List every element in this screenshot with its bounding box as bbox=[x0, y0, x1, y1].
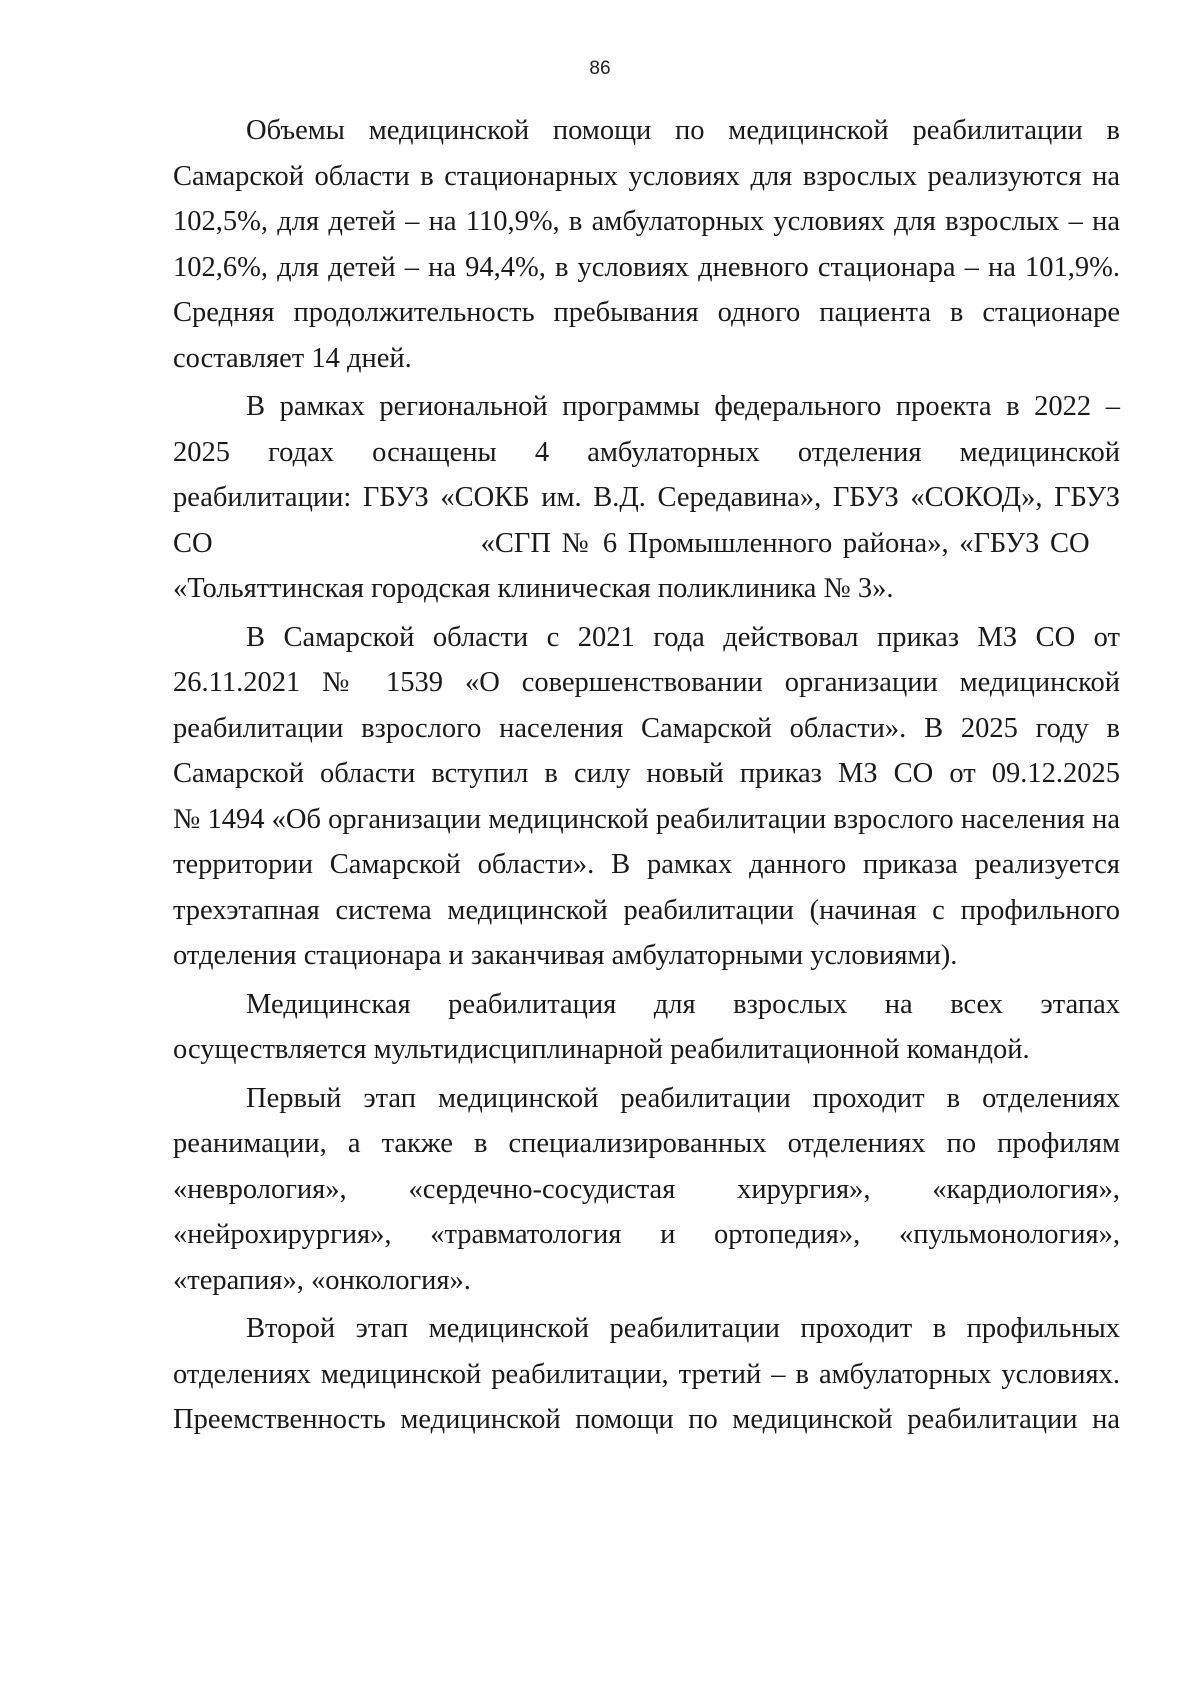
text-line: осуществляется мультидисциплинарной реабилитационной командой. bbox=[173, 1034, 1030, 1065]
paragraph-4 bbox=[173, 982, 1120, 1073]
text-line: Медицинская реабилитация для взрослых на всех этапах bbox=[246, 988, 1120, 1020]
text-line: «нейрохирургия», «травматология и ортопедия», «пульмонология», bbox=[173, 1219, 1120, 1250]
text-line: Второй этап медицинской реабилитации проходит в профильных bbox=[246, 1313, 1120, 1344]
page-number: 86 bbox=[589, 58, 611, 79]
text-line: Первый этап медицинской реабилитации проходит в отделениях bbox=[246, 1082, 1120, 1114]
text-fragment: СО bbox=[173, 527, 213, 559]
text-line: территории Самарской области». В рамках данного приказа реализуется bbox=[173, 849, 1120, 880]
text-line: В рамках региональной программы федерального проекта в 2022 – bbox=[246, 391, 1120, 422]
paragraph-1 bbox=[173, 108, 1120, 381]
text-fragment: «СГП № 6 Промышленного района», «ГБУЗ СО bbox=[480, 527, 1090, 559]
document-body bbox=[173, 108, 1120, 1443]
text-line-split bbox=[173, 521, 1120, 567]
text-line: реабилитации взрослого населения Самарской области». В 2025 году в bbox=[173, 712, 1120, 744]
text-line: реанимации, а также в специализированных отделениях по профилям bbox=[173, 1128, 1120, 1159]
text-line: Объемы медицинской помощи по медицинской реабилитации в bbox=[246, 115, 1120, 146]
text-line: «Тольяттинская городская клиническая поликлиника № 3». bbox=[173, 573, 894, 604]
text-line: 2025 годах оснащены 4 амбулаторных отделения медицинской bbox=[173, 436, 1120, 468]
text-line: отделениях медицинской реабилитации, третий – в амбулаторных условиях. bbox=[173, 1358, 1120, 1390]
paragraph-6 bbox=[173, 1306, 1120, 1443]
text-line: 26.11.2021 № 1539 «О совершенствовании организации медицинской bbox=[173, 667, 1120, 698]
text-line: Преемственность медицинской помощи по медицинской реабилитации на bbox=[173, 1404, 1120, 1435]
paragraph-3 bbox=[173, 615, 1120, 979]
text-line: Самарской области в стационарных условиях для взрослых реализуются на bbox=[173, 160, 1120, 192]
text-line: «терапия», «онкология». bbox=[173, 1264, 471, 1296]
text-line: трехэтапная система медицинской реабилитации (начиная с профильного bbox=[173, 894, 1120, 926]
text-line: реабилитации: ГБУЗ «СОКБ им. В.Д. Середавина», ГБУЗ «СОКОД», ГБУЗ bbox=[173, 482, 1120, 513]
text-line: Самарской области вступил в силу новый приказ МЗ СО от 09.12.2025 bbox=[173, 758, 1120, 789]
text-line: № 1494 «Об организации медицинской реабилитации взрослого населения на bbox=[173, 803, 1120, 835]
paragraph-2 bbox=[173, 384, 1120, 612]
text-line: Средняя продолжительность пребывания одного пациента в стационаре bbox=[173, 297, 1120, 328]
text-line: «неврология», «сердечно-сосудистая хирургия», «кардиология», bbox=[173, 1173, 1120, 1205]
text-line: 102,5%, для детей – на 110,9%, в амбулаторных условиях для взрослых – на bbox=[173, 206, 1120, 237]
text-line: составляет 14 дней. bbox=[173, 342, 412, 374]
text-line: В Самарской области с 2021 года действовал приказ МЗ СО от bbox=[246, 621, 1120, 653]
text-line: отделения стационара и заканчивая амбулаторными условиями). bbox=[173, 940, 958, 971]
text-line: 102,6%, для детей – на 94,4%, в условиях дневного стационара – на 101,9%. bbox=[173, 251, 1120, 283]
paragraph-5 bbox=[173, 1076, 1120, 1304]
